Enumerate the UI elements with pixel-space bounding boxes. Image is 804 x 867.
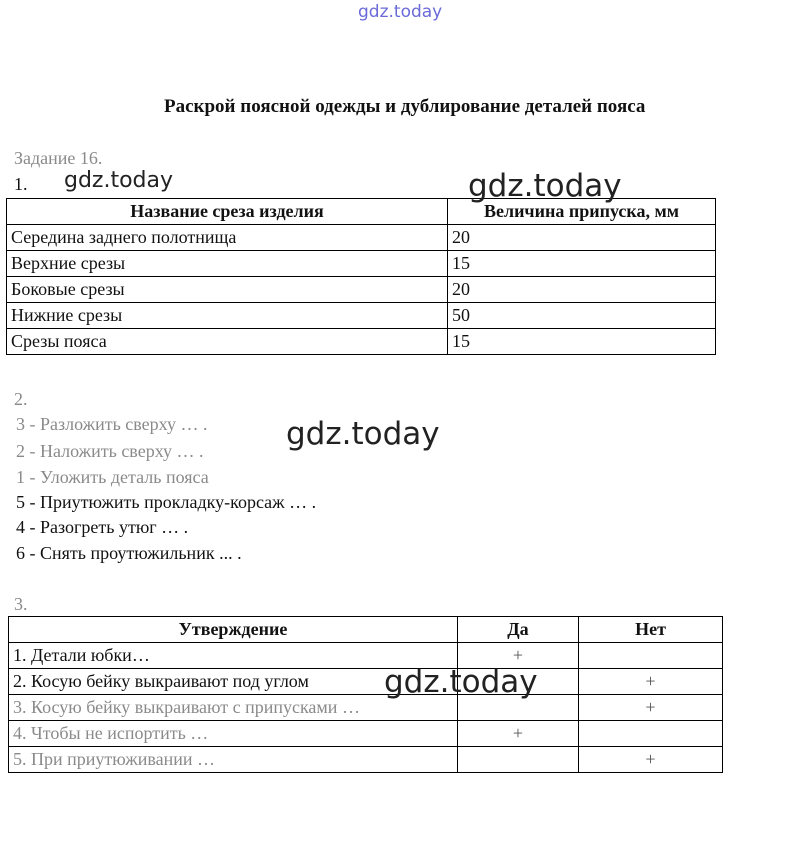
allowance-cell: 15	[448, 251, 716, 277]
step-item: 3 - Разложить сверху … .	[16, 414, 208, 434]
column-header: Да	[458, 617, 579, 643]
task-label: Задание 16.	[14, 148, 103, 168]
yes-cell	[458, 747, 579, 773]
table-row	[9, 747, 723, 773]
allowance-cell: 20	[448, 277, 716, 303]
cut-name-cell: Боковые срезы	[7, 277, 448, 303]
allowance-cell: 20	[448, 225, 716, 251]
table-row	[7, 225, 716, 251]
watermark: gdz.today	[286, 416, 440, 452]
step-item: 5 - Приутюжить прокладку-корсаж … .	[16, 492, 317, 512]
cut-name-cell: Срезы пояса	[7, 329, 448, 355]
no-cell	[579, 721, 723, 747]
step-item: 2 - Наложить сверху … .	[16, 441, 204, 461]
watermark: gdz.today	[384, 664, 538, 700]
cut-name-cell: Верхние срезы	[7, 251, 448, 277]
statement-table	[8, 616, 723, 773]
allowance-table	[6, 198, 716, 355]
yes-cell: +	[458, 643, 579, 669]
column-header: Название среза изделия	[7, 199, 448, 225]
table-header-row	[9, 617, 723, 643]
table-row	[9, 695, 723, 721]
step-item: 6 - Снять проутюжильник ... .	[16, 543, 242, 563]
step-item: 4 - Разогреть утюг … .	[16, 517, 189, 537]
watermark: gdz.today	[64, 168, 174, 193]
allowance-cell: 15	[448, 329, 716, 355]
table-row	[9, 669, 723, 695]
statement-cell: 4. Чтобы не испортить …	[9, 721, 458, 747]
table-row	[7, 277, 716, 303]
watermark-top: gdz.today	[358, 2, 443, 22]
table-row	[7, 251, 716, 277]
cut-name-cell: Середина заднего полотнища	[7, 225, 448, 251]
statement-cell: 2. Косую бейку выкраивают под углом	[9, 669, 458, 695]
table-row	[9, 721, 723, 747]
watermark: gdz.today	[468, 168, 622, 204]
no-cell: +	[579, 747, 723, 773]
column-header: Нет	[579, 617, 723, 643]
allowance-cell: 50	[448, 303, 716, 329]
statement-cell: 3. Косую бейку выкраивают с припусками …	[9, 695, 458, 721]
yes-cell: +	[458, 721, 579, 747]
cut-name-cell: Нижние срезы	[7, 303, 448, 329]
section-2-number: 2.	[14, 389, 28, 409]
no-cell: +	[579, 695, 723, 721]
table-row	[9, 643, 723, 669]
section-1-number: 1.	[14, 174, 28, 194]
column-header: Утверждение	[9, 617, 458, 643]
no-cell	[579, 643, 723, 669]
page-title: Раскрой поясной одежды и дублирование деталей пояса	[164, 96, 646, 117]
column-header: Величина припуска, мм	[448, 199, 716, 225]
table-row	[7, 303, 716, 329]
table-row	[7, 329, 716, 355]
section-3-number: 3.	[14, 594, 28, 614]
no-cell: +	[579, 669, 723, 695]
statement-cell: 1. Детали юбки…	[9, 643, 458, 669]
statement-cell: 5. При приутюживании …	[9, 747, 458, 773]
step-item: 1 - Уложить деталь пояса	[16, 467, 209, 487]
